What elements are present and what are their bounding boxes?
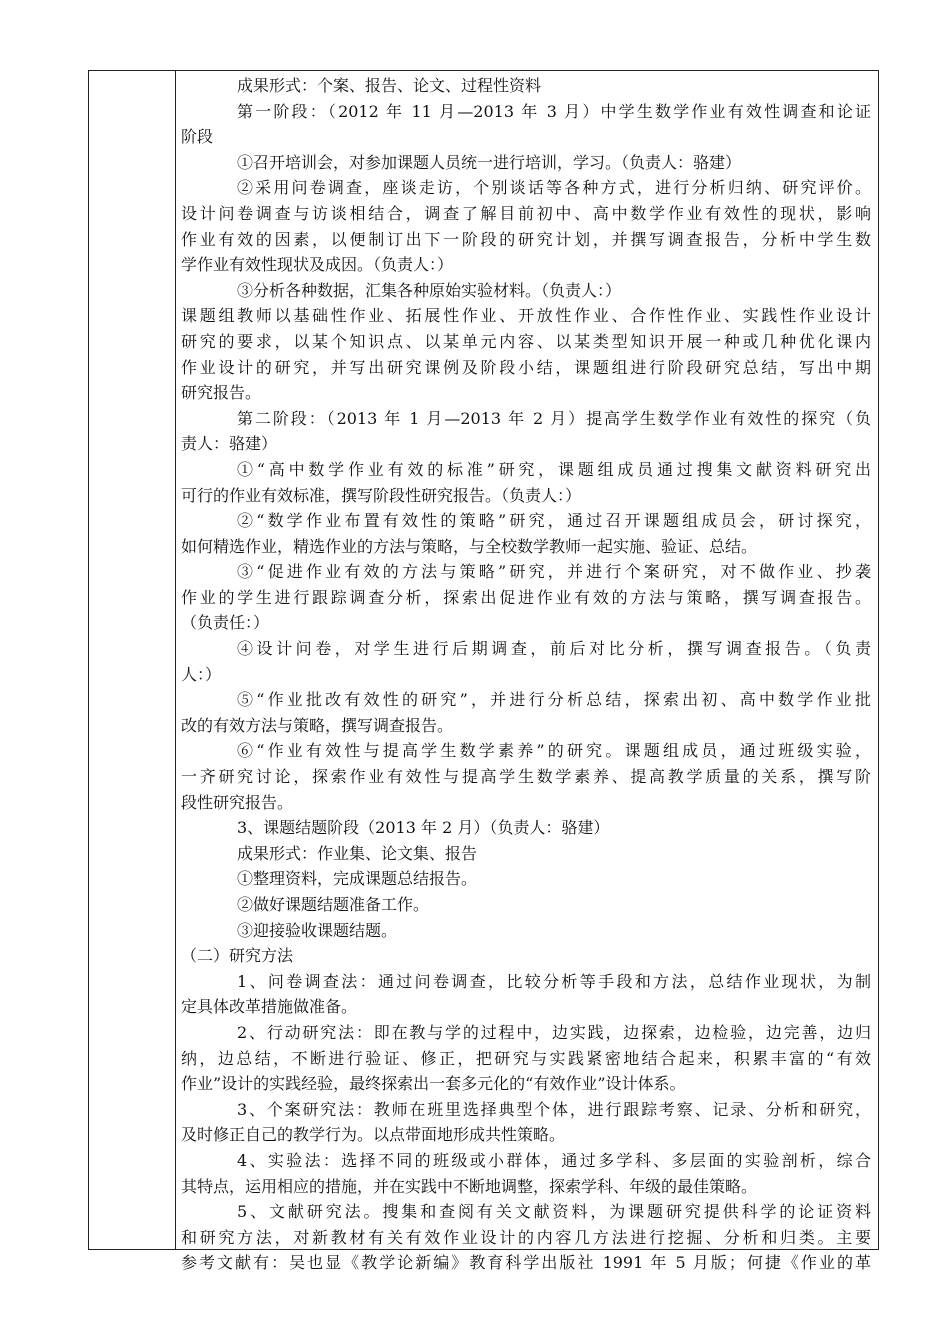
text-line: 阶段 (181, 127, 214, 147)
text-line: ②“数学作业布置有效性的策略”研究，通过召开课题组成员会，研讨探究， (237, 511, 871, 531)
text-line: 课题组教师以基础性作业、拓展性作业、开放性作业、合作性作业、实践性作业设计 (181, 306, 871, 326)
text-line: ③迎接验收课题结题。 (237, 920, 398, 940)
text-line: 3、课题结题阶段（2013 年 2 月）（负责人：骆建） (237, 818, 610, 838)
text-line: ①召开培训会，对参加课题人员统一进行培训，学习。（负责人：骆建） (237, 152, 742, 172)
text-line: 责人：骆建） (181, 434, 278, 454)
text-line: 1、问卷调查法：通过问卷调查，比较分析等手段和方法，总结作业现状，为制 (237, 971, 871, 991)
text-line: 改的有效方法与策略，撰写调查报告。 (181, 715, 454, 735)
text-line: 设计问卷调查与访谈相结合，调查了解目前初中、高中数学作业有效性的现状，影响 (181, 203, 871, 223)
table-column-divider (175, 71, 176, 1249)
text-line: ⑤“作业批改有效性的研究”，并进行分析总结，探索出初、高中数学作业批 (237, 690, 871, 710)
text-line: 定具体改革措施做准备。 (181, 997, 358, 1017)
text-line: （负责任：） (181, 613, 270, 633)
text-line: 研究报告。 (181, 383, 262, 403)
text-line: ①“高中数学作业有效的标准”研究，课题组成员通过搜集文献资料研究出 (237, 459, 871, 479)
text-line: 及时修正自己的教学行为。以点带面地形成共性策略。 (181, 1125, 566, 1145)
text-line: 和研究方法，对新教材有关有效作业设计的内容几方法进行挖掘、分析和归类。主要 (181, 1227, 871, 1247)
text-line: 段性研究报告。 (181, 792, 294, 812)
text-line: 一齐研究讨论，探索作业有效性与提高学生数学素养、提高教学质量的关系，撰写阶 (181, 767, 871, 787)
text-line: ③“促进作业有效的方法与策略”研究，并进行个案研究，对不做作业、抄袭 (237, 562, 871, 582)
text-line: 4、实验法：选择不同的班级或小群体，通过多学科、多层面的实验剖析，综合 (237, 1150, 871, 1170)
text-line: ③分析各种数据，汇集各种原始实验材料。（负责人：） (237, 280, 622, 300)
text-line: 成果形式：个案、报告、论文、过程性资料 (237, 76, 542, 95)
text-line: 可行的作业有效标准，撰写阶段性研究报告。（负责人：） (181, 485, 582, 505)
text-line: ④设计问卷，对学生进行后期调查，前后对比分析，撰写调查报告。（负责 (237, 639, 871, 659)
text-line: ⑥“作业有效性与提高学生数学素养”的研究。课题组成员，通过班级实验， (237, 741, 871, 761)
text-line: 学作业有效性现状及成因。（负责人：） (181, 255, 454, 275)
text-line: ②采用问卷调查，座谈走访，个别谈话等各种方式，进行分析归纳、研究评价。 (237, 178, 871, 198)
text-line: 作业”设计的实践经验，最终探索出一套多元化的“有效作业”设计体系。 (181, 1074, 686, 1094)
text-line: 作业的学生进行跟踪调查分析，探索出促进作业有效的方法与策略，撰写调查报告。 (181, 587, 871, 607)
text-line: （二）研究方法 (181, 946, 294, 966)
text-line: 参考文献有：吴也显《教学论新编》教育科学出版社 1991 年 5 月版；何捷《作业的革 (181, 1253, 871, 1273)
text-line: 2、行动研究法：即在教与学的过程中，边实践，边探索，边检验，边完善，边归 (237, 1022, 871, 1042)
text-line: 成果形式：作业集、论文集、报告 (237, 843, 478, 863)
research-plan-text (181, 73, 871, 1276)
text-line: 第一阶段：（2012 年 11 月—2013 年 3 月）中学生数学作业有效性调查和论证 (237, 101, 871, 121)
text-line: 作业有效的因素，以便制订出下一阶段的研究计划，并撰写调查报告，分析中学生数 (181, 229, 871, 249)
text-line: 纳，边总结，不断进行验证、修正，把研究与实践紧密地结合起来，积累丰富的“有效 (181, 1048, 871, 1068)
text-line: ②做好课题结题准备工作。 (237, 895, 430, 914)
text-line: 研究的要求，以某个知识点、以某单元内容、以某类型知识开展一种或几种优化课内 (181, 331, 871, 351)
text-line: 如何精选作业，精选作业的方法与策略，与全校数学教师一起实施、验证、总结。 (181, 536, 758, 556)
text-line: 人：） (181, 664, 222, 684)
text-line: 作业设计的研究，并写出研究课例及阶段小结，课题组进行阶段研究总结，写出中期 (181, 357, 871, 377)
text-line: 第二阶段：（2013 年 1 月—2013 年 2 月）提高学生数学作业有效性的探究（负 (237, 408, 871, 428)
text-line: 3、个案研究法：教师在班里选择典型个体，进行跟踪考察、记录、分析和研究， (237, 1099, 871, 1119)
text-line: 其特点，运用相应的措施，并在实践中不断地调整，探索学科、年级的最佳策略。 (181, 1176, 758, 1196)
text-line: ①整理资料，完成课题总结报告。 (237, 869, 478, 889)
text-line: 5、文献研究法。搜集和查阅有关文献资料，为课题研究提供科学的论证资料 (237, 1202, 871, 1222)
